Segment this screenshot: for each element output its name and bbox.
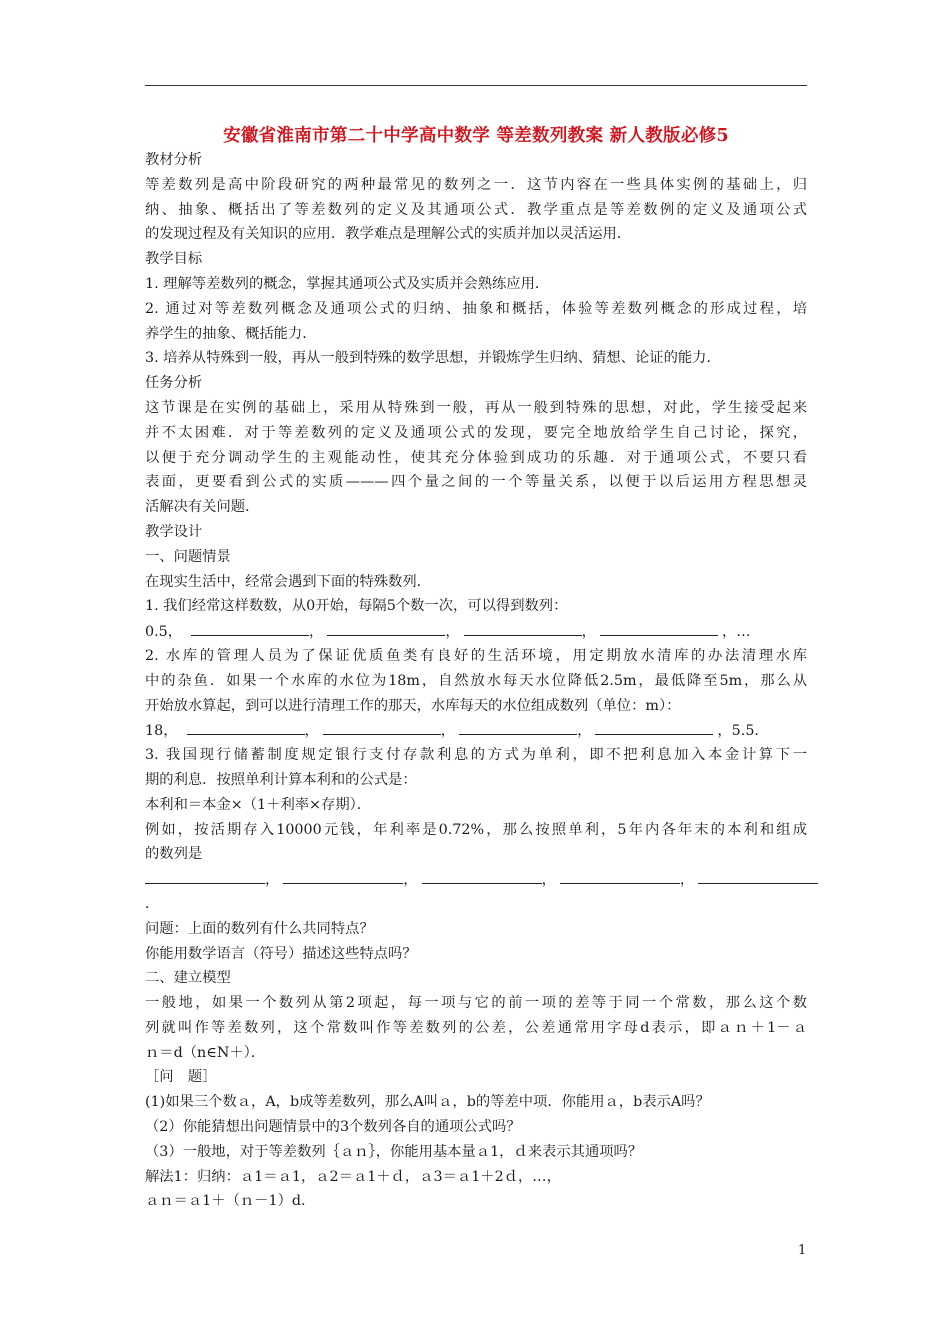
answer-blank — [698, 867, 818, 884]
answer-blank — [191, 619, 309, 636]
blank-separator: ， — [541, 872, 556, 889]
answer-blank — [422, 867, 542, 884]
blank-trailing-text: ，5.5． — [717, 723, 769, 740]
text-line: 的发现过程及有关知识的应用．教学难点是理解公式的实质并加以灵活运用． — [145, 226, 632, 243]
text-line: （2）你能猜想出问题情景中的3个数列各自的通项公式吗？ — [145, 1119, 521, 1136]
answer-blank — [283, 867, 403, 884]
answer-blank — [459, 718, 577, 735]
fill-in-blanks-line — [145, 867, 807, 892]
blank-trailing-text: ，… — [721, 624, 751, 641]
text-line: ａｎ＝ａ1＋（ｎ－1）d. — [145, 1193, 306, 1210]
text-line: 一般地，如果一个数列从第2项起，每一项与它的前一项的差等于同一个常数，那么这个数 — [145, 995, 807, 1012]
answer-blank — [323, 718, 441, 735]
text-line: 3. 培养从特殊到一般，再从一般到特殊的数学思想，并锻炼学生归纳、猜想、论证的能力． — [145, 350, 721, 367]
text-line: 这节课是在实例的基础上，采用从特殊到一般，再从一般到特殊的思想，对此，学生接受起来 — [145, 399, 807, 416]
blank-separator: ， — [679, 872, 695, 889]
fill-in-blanks-line — [145, 619, 807, 644]
text-line: (1)如果三个数ａ，A，b成等差数列，那么A叫ａ，b的等差中项．你能用ａ，b表示A吗？ — [145, 1094, 710, 1111]
text-line: 教材分析 — [145, 152, 203, 168]
text-line: 一、问题情景 — [145, 548, 231, 565]
blank-separator: ， — [440, 723, 456, 740]
text-line: 你能用数学语言（符号）描述这些特点吗？ — [145, 945, 417, 962]
text-line: 以便于充分调动学生的主观能动性，使其充分体验到成功的乐趣．对于通项公式，不要只看 — [145, 449, 807, 466]
answer-blank — [560, 867, 680, 884]
text-line: 养学生的抽象、概括能力． — [145, 325, 317, 342]
text-line: 期的利息．按照单利计算本利和的公式是： — [145, 771, 417, 788]
blank-separator: ， — [304, 723, 319, 740]
document-body — [145, 148, 807, 1214]
text-line: （3）一般地，对于等差数列｛ａｎ｝，你能用基本量ａ1，ｄ来表示其通项吗？ — [145, 1143, 643, 1160]
text-line: 活解决有关问题． — [145, 499, 260, 516]
text-line: 本利和＝本金×（1＋利率×存期）． — [145, 796, 372, 813]
blank-lead-text: 0.5， — [145, 624, 183, 641]
page-number: 1 — [798, 1243, 807, 1258]
blank-separator: ， — [577, 723, 592, 740]
text-line: 中的杂鱼．如果一个水库的水位为18m，自然放水每天水位降低2.5m，最低降至5m，那么从 — [145, 672, 807, 689]
text-line: 2. 水库的管理人员为了保证优质鱼类有良好的生活环境，用定期放水清库的办法清理水库 — [145, 647, 807, 664]
text-line: 表面，更要看到公式的实质———四个量之间的一个等量关系，以便于以后运用方程思想灵 — [145, 474, 807, 491]
text-line: ｎ＝d（n∈N＋）． — [145, 1044, 266, 1061]
blank-separator: ， — [265, 872, 280, 889]
text-line: 教学目标 — [145, 251, 203, 268]
answer-blank — [595, 718, 713, 735]
header-rule — [145, 85, 807, 86]
text-line: 1. 我们经常这样数数，从0开始，每隔5个数一次，可以得到数列： — [145, 598, 568, 615]
text-line: 在现实生活中，经常会遇到下面的特殊数列． — [145, 573, 431, 590]
text-line: 1. 理解等差数列的概念，掌握其通项公式及实质并会熟练应用． — [145, 275, 550, 292]
answer-blank — [187, 718, 305, 735]
text-line: 并不太困难．对于等差数列的定义及通项公式的发现，要完全地放给学生自己讨论，探究， — [145, 424, 807, 441]
text-line: 二、建立模型 — [145, 970, 231, 987]
answer-blank — [464, 619, 582, 636]
text-line: ［问 题］ — [145, 1069, 217, 1086]
text-line: 开始放水算起，到可以进行清理工作的那天，水库每天的水位组成数列（单位：m）： — [145, 697, 681, 714]
fill-in-blanks-line — [145, 718, 807, 743]
text-line: 纳、抽象、概括出了等差数列的定义及其通项公式．教学重点是等差数例的定义及通项公式 — [145, 201, 807, 218]
answer-blank — [600, 619, 718, 636]
blank-separator: ， — [445, 624, 460, 641]
text-line: 问题：上面的数列有什么共同特点？ — [145, 920, 374, 937]
text-line: 2. 通过对等差数列概念及通项公式的归纳、抽象和概括，体验等差数列概念的形成过程，培 — [145, 300, 807, 317]
text-line: ． — [145, 895, 160, 912]
text-line: 列就叫作等差数列，这个常数叫作等差数列的公差，公差通常用字母d表示，即ａｎ＋1－ａ — [145, 1019, 807, 1036]
text-line: 解法1：归纳：ａ1＝ａ1，ａ2＝ａ1＋ｄ，ａ3＝ａ1＋2ｄ，…， — [145, 1168, 561, 1185]
text-line: 教学设计 — [145, 523, 203, 540]
answer-blank — [327, 619, 445, 636]
answer-blank — [145, 867, 265, 884]
text-line: 例如，按活期存入10000元钱，年利率是0.72%，那么按照单利，5年内各年末的本利和组成 — [145, 821, 807, 838]
text-line: 任务分析 — [145, 375, 203, 392]
blank-separator: ， — [581, 624, 596, 641]
text-line: 的数列是 — [145, 846, 203, 863]
document-title: 安徽省淮南市第二十中学高中数学 等差数列教案 新人教版必修5 — [223, 126, 729, 146]
blank-lead-text: 18， — [145, 723, 178, 740]
blank-separator: ， — [309, 624, 324, 641]
text-line: 等差数列是高中阶段研究的两种最常见的数列之一．这节内容在一些具体实例的基础上，归 — [145, 176, 807, 193]
blank-separator: ， — [403, 872, 418, 889]
text-line: 3. 我国现行储蓄制度规定银行支付存款利息的方式为单利，即不把利息加入本金计算下一 — [145, 747, 807, 764]
